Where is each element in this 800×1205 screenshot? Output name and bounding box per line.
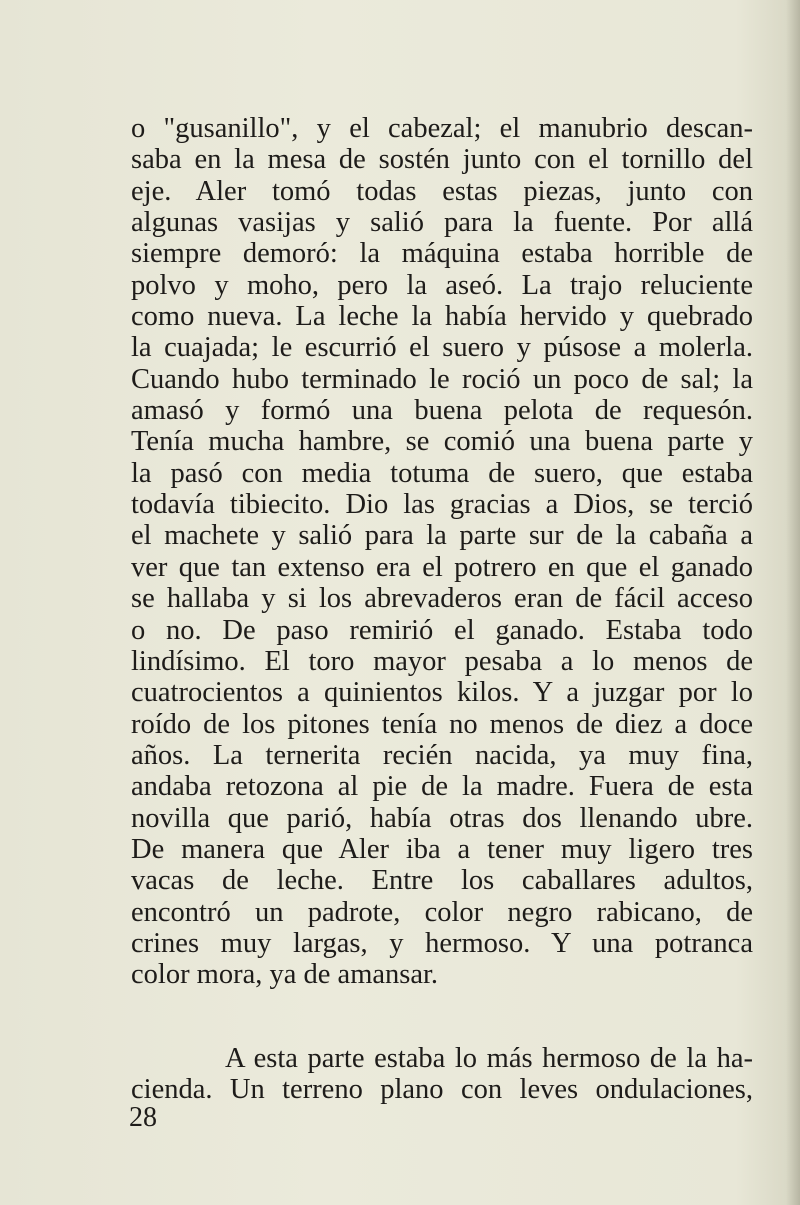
text-line: Tenía mucha hambre, se comió una buena parte y <box>131 426 753 458</box>
text-line: ver que tan extenso era el potrero en que el ganado <box>131 551 753 583</box>
text-line: el machete y salió para la parte sur de la cabaña a <box>131 520 753 552</box>
paragraph-1 <box>131 113 753 991</box>
text-line: A esta parte estaba lo más hermoso de la ha- <box>225 1042 753 1074</box>
text-line: roído de los pitones tenía no menos de diez a doce <box>131 708 753 740</box>
text-line: Cuando hubo terminado le roció un poco de sal; la <box>131 363 753 395</box>
text-line: lindísimo. El toro mayor pesaba a lo menos de <box>131 645 753 677</box>
text-line: crines muy largas, y hermoso. Y una potranca <box>131 927 753 959</box>
text-line: cienda. Un terreno plano con leves ondulaciones, <box>131 1073 753 1105</box>
text-line: se hallaba y si los abrevaderos eran de fácil acceso <box>131 583 753 615</box>
body-text <box>131 113 753 1105</box>
text-line: años. La ternerita recién nacida, ya muy fina, <box>131 739 753 771</box>
page-edge-shadow <box>786 0 800 1205</box>
text-line: o "gusanillo", y el cabezal; el manubrio descan- <box>131 113 753 144</box>
text-line: cuatrocientos a quinientos kilos. Y a juzgar por lo <box>131 677 753 709</box>
text-line: encontró un padrote, color negro rabicano, de <box>131 896 753 928</box>
text-line: amasó y formó una buena pelota de requesón. <box>131 395 753 427</box>
text-line: o no. De paso remirió el ganado. Estaba todo <box>131 614 753 646</box>
text-line: todavía tibiecito. Dio las gracias a Dios, se terció <box>131 489 753 521</box>
text-line: vacas de leche. Entre los caballares adultos, <box>131 865 753 897</box>
text-line: la pasó con media totuma de suero, que estaba <box>131 457 753 489</box>
text-line: polvo y moho, pero la aseó. La trajo reluciente <box>131 269 753 301</box>
paragraph-spacer <box>131 991 753 1043</box>
text-line: color mora, ya de amansar. <box>131 959 439 991</box>
paragraph-2 <box>131 1043 753 1106</box>
text-line: novilla que parió, había otras dos llenando ubre. <box>131 802 753 834</box>
text-line: la cuajada; le escurrió el suero y púsose a molerla. <box>131 332 753 364</box>
page-number: 28 <box>129 1102 157 1133</box>
text-line: como nueva. La leche la había hervido y quebrado <box>131 301 753 333</box>
text-line: eje. Aler tomó todas estas piezas, junto con <box>131 175 753 207</box>
text-line: saba en la mesa de sostén junto con el tornillo del <box>131 144 753 176</box>
text-line: algunas vasijas y salió para la fuente. Por allá <box>131 207 753 239</box>
text-line: andaba retozona al pie de la madre. Fuera de esta <box>131 771 753 803</box>
text-line: siempre demoró: la máquina estaba horrible de <box>131 238 753 270</box>
text-line: De manera que Aler iba a tener muy ligero tres <box>131 833 753 865</box>
